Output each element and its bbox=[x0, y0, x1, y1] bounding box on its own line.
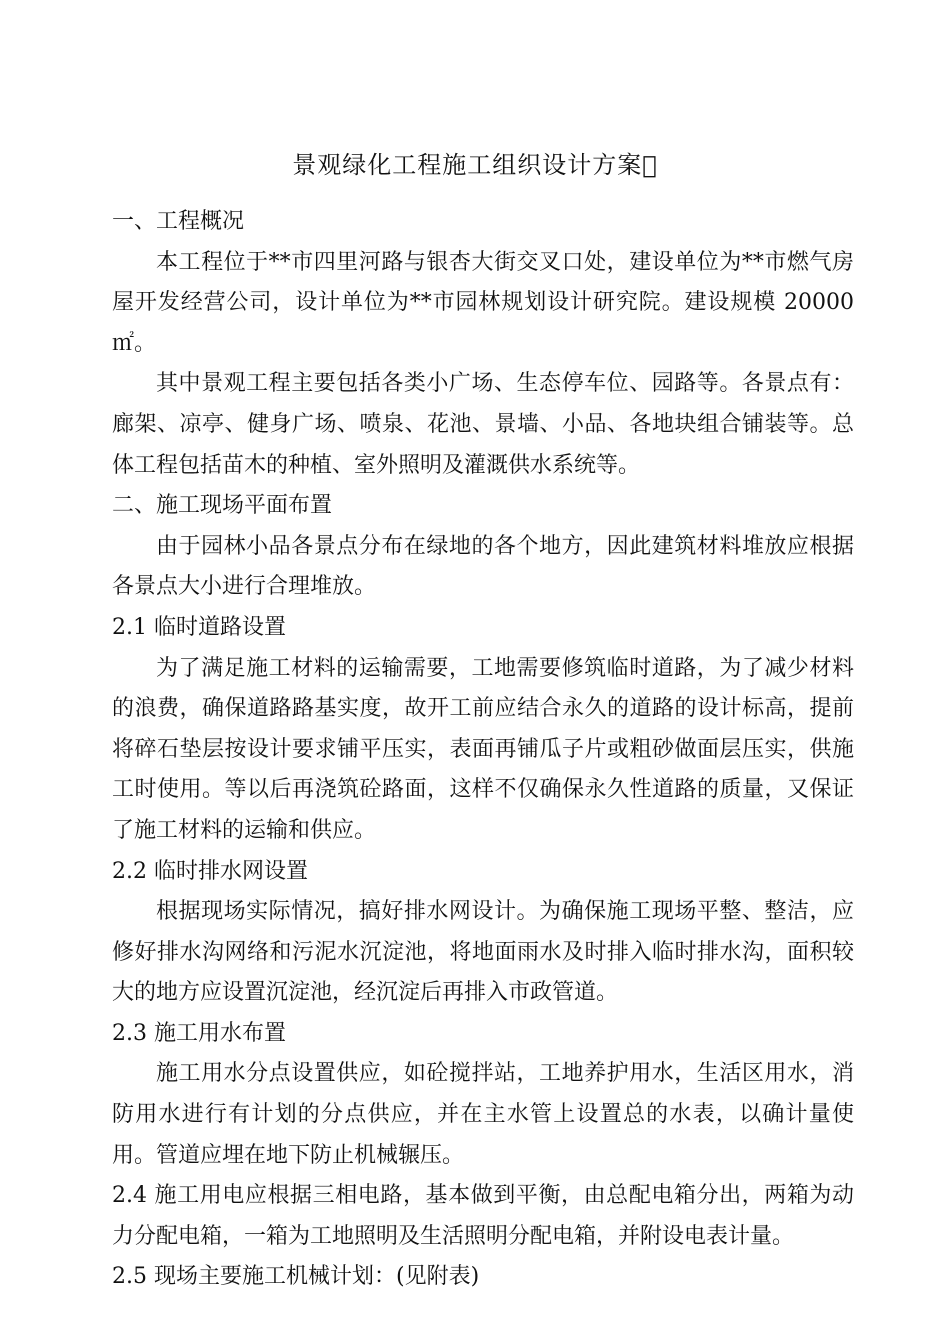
paragraph-water-supply: 施工用水分点设置供应，如砼搅拌站，工地养护用水，生活区用水，消防用水进行有计划的分点供应，并在主水管上设置总的水表，以确计量使用。管道应埋在地下防止机械辗压。 bbox=[112, 1061, 854, 1168]
subsection-heading-2-2: 2.2 临时排水网设置 bbox=[112, 858, 308, 884]
paragraph-project-location: 本工程位于**市四里河路与银杏大街交叉口处，建设单位为**市燃气房屋开发经营公司，设计单位为**市园林规划设计研究院。建设规模 20000 ㎡。 bbox=[112, 249, 854, 356]
section-heading-overview: 一、工程概况 bbox=[112, 209, 245, 234]
paragraph-drainage: 根据现场实际情况，搞好排水网设计。为确保施工现场平整、整洁，应修好排水沟网络和污泥水沉淀池，将地面雨水及时排入临时排水沟，面积较大的地方应设置沉淀池，经沉淀后再排入市政管道。 bbox=[112, 899, 854, 1006]
paragraph-temporary-road: 为了满足施工材料的运输需要，工地需要修筑临时道路，为了减少材料的浪费，确保道路路基实度，故开工前应结合永久的道路的设计标高，提前将碎石垫层按设计要求铺平压实，表面再铺瓜子片或粗砂做面层压实，供施工时使用。等以后再浇筑砼路面，这样不仅确保永久性道路的质量，又保证了施工材料的运输和供应。 bbox=[112, 655, 854, 843]
subsection-heading-2-3: 2.3 施工用水布置 bbox=[112, 1020, 286, 1046]
document-body bbox=[112, 202, 854, 1298]
document-title: 景观绿化工程施工组织设计方案  bbox=[292, 151, 658, 179]
section-heading-site-layout: 二、施工现场平面布置 bbox=[112, 493, 333, 519]
paragraph-2-4-electricity: 2.4 施工用电应根据三相电路，基本做到平衡，由总配电箱分出，两箱为动力分配电箱，一箱为工地照明及生活照明分配电箱，并附设电表计量。 bbox=[112, 1183, 854, 1249]
paragraph-material-storage: 由于园林小品各景点分布在绿地的各个地方，因此建筑材料堆放应根据各景点大小进行合理堆放。 bbox=[112, 533, 854, 600]
subsection-heading-2-1: 2.1 临时道路设置 bbox=[112, 614, 286, 640]
subsection-heading-2-5: 2.5 现场主要施工机械计划：(见附表) bbox=[112, 1264, 480, 1290]
paragraph-landscape-scope: 其中景观工程主要包括各类小广场、生态停车位、园路等。各景点有：廊架、凉亭、健身广场、喷泉、花池、景墙、小品、各地块组合铺装等。总体工程包括苗木的种植、室外照明及灌溉供水系统等。 bbox=[112, 371, 854, 478]
